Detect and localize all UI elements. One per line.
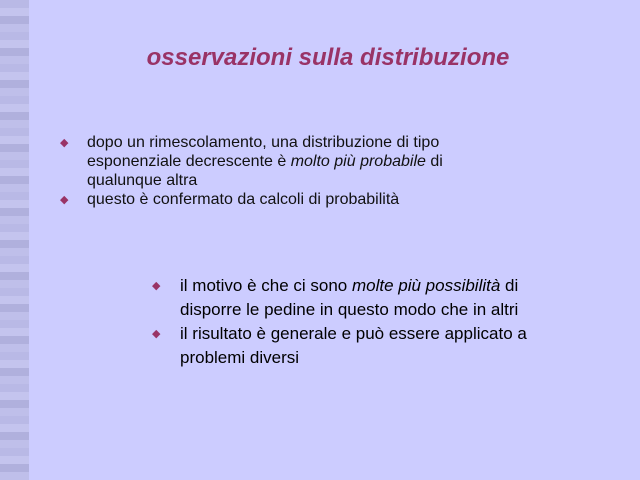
list-item	[152, 322, 572, 370]
slide-title: osservazioni sulla distribuzione	[146, 44, 510, 71]
item-text: il risultato è generale e può essere applicato a problemi diversi	[180, 324, 527, 367]
item-text: il motivo è che ci sono	[180, 276, 352, 295]
item-text: questo è confermato da calcoli di probabilità	[87, 191, 400, 208]
list-item	[152, 274, 572, 322]
list-item	[60, 190, 500, 209]
item-text: di disporre le pedine in questo modo che in altri	[180, 276, 519, 319]
diamond-bullet-icon: ◆	[152, 280, 161, 292]
left-decorative-stripe	[0, 0, 29, 480]
diamond-bullet-icon: ◆	[152, 328, 161, 340]
sub-bullet-list	[152, 274, 572, 370]
item-text: dopo un rimescolamento, una distribuzione di tipo esponenziale decrescente è	[87, 134, 440, 170]
item-emphasis: molto più probabile	[290, 153, 426, 170]
item-emphasis: molte più possibilità	[351, 276, 501, 295]
main-bullet-list	[60, 133, 500, 209]
diamond-bullet-icon: ◆	[60, 137, 69, 149]
list-item	[60, 133, 500, 190]
item-text: di qualunque altra	[87, 153, 443, 189]
diamond-bullet-icon: ◆	[60, 194, 69, 206]
